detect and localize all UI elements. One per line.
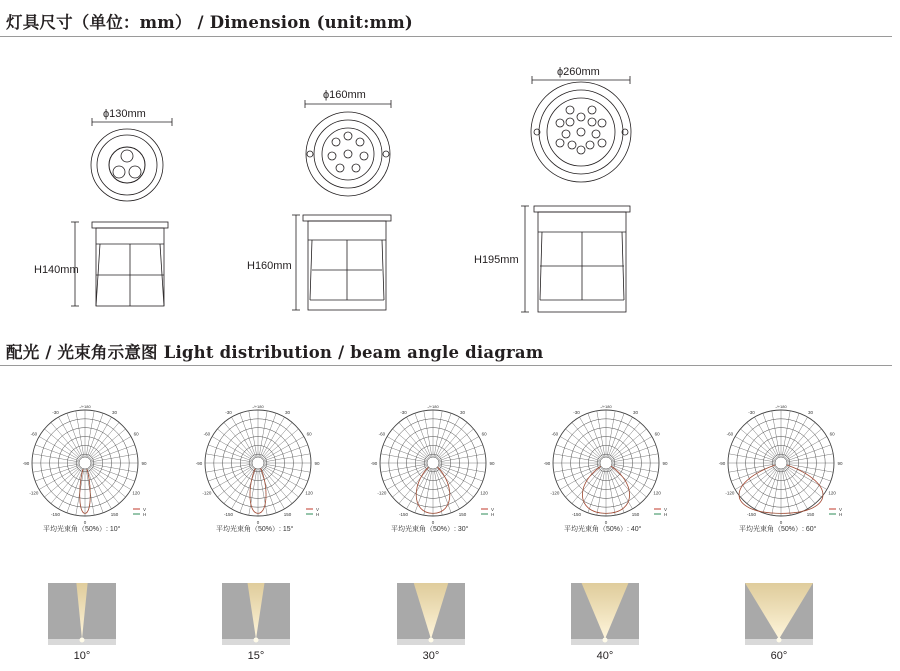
polar-angle-label: -60 [726, 431, 734, 437]
fixture-3-height: H195mm [474, 254, 519, 266]
beam-angle-label: 60° [770, 650, 788, 662]
polar-angle-label: -60 [378, 431, 386, 437]
polar-angle-label: 90 [489, 461, 495, 466]
fixture-1-side-view [71, 222, 168, 306]
polar-angle-label: 90 [314, 461, 320, 466]
polar-center [79, 457, 91, 469]
polar-angle-label: -60 [30, 431, 38, 437]
polar-top-label: -/+180 [600, 404, 612, 409]
polar-angle-label: 90 [141, 461, 147, 466]
fixture-2-diameter: ϕ160mm [323, 89, 366, 101]
polar-angle-label: -150 [223, 512, 234, 518]
polar-angle-label: 60 [829, 431, 835, 437]
fixture-3-top-view [531, 76, 631, 182]
light-section-divider [0, 365, 892, 366]
polar-angle-label: 30 [632, 409, 639, 415]
polar-angle-label: 0 [83, 520, 87, 525]
polar-angle-label: 150 [110, 512, 119, 518]
polar-angle-label: 0 [779, 520, 783, 525]
dimension-section-title: 灯具尺寸（单位：mm） / Dimension (unit:mm) [6, 13, 413, 32]
polar-angle-label: 120 [132, 490, 140, 496]
polar-angle-label: -30 [573, 409, 580, 415]
light-source [777, 638, 782, 643]
polar-center [252, 457, 264, 469]
polar-angle-label: 30 [284, 409, 291, 415]
beam-illustration [745, 583, 813, 645]
polar-angle-label: 120 [828, 490, 836, 496]
polar-angle-label: -90 [22, 461, 30, 466]
polar-angle-label: -120 [377, 490, 387, 496]
polar-diagram [716, 398, 846, 532]
polar-center [775, 457, 787, 469]
polar-angle-label: 60 [481, 431, 487, 437]
fixture-1-height: H140mm [34, 264, 79, 276]
fixture-3-side-view [521, 206, 630, 312]
legend-label-h: H [664, 511, 668, 517]
fixture-1-top-view [91, 118, 172, 201]
beam-angle-label: 15° [247, 650, 265, 662]
polar-angle-label: -30 [52, 409, 59, 415]
beam-illustration [48, 583, 116, 645]
polar-angle-label: 0 [256, 520, 260, 525]
polar-angle-label: -120 [725, 490, 735, 496]
beam-cone [414, 583, 449, 639]
polar-angle-label: -120 [29, 490, 39, 496]
polar-top-label: -/+180 [252, 404, 264, 409]
polar-angle-label: 30 [111, 409, 118, 415]
beam-angle-caption: 平均光束角（50%）: 40° [564, 526, 642, 533]
polar-center [600, 457, 612, 469]
fixture-2-top-view [305, 100, 391, 196]
polar-diagram-svg [20, 398, 150, 528]
polar-angle-label: -60 [551, 431, 559, 437]
legend-label-h: H [491, 511, 495, 517]
light-source [80, 638, 85, 643]
legend-label-h: H [839, 511, 843, 517]
polar-diagram-svg [541, 398, 671, 528]
polar-angle-label: 30 [459, 409, 466, 415]
polar-top-label: -/+180 [79, 404, 91, 409]
polar-angle-label: -150 [746, 512, 757, 518]
light-source [603, 638, 608, 643]
polar-angle-label: 150 [806, 512, 815, 518]
beam-angle-caption: 平均光束角（50%）: 30° [391, 526, 469, 533]
fixture-2-side-view [292, 215, 391, 310]
polar-diagram-svg [193, 398, 323, 528]
beam-angle-label: 10° [73, 650, 91, 662]
polar-diagram [193, 398, 323, 532]
polar-angle-label: -60 [203, 431, 211, 437]
polar-angle-label: 120 [480, 490, 488, 496]
polar-diagram [20, 398, 150, 532]
polar-angle-label: 120 [305, 490, 313, 496]
polar-angle-label: -30 [748, 409, 755, 415]
legend-label-v: V [143, 506, 147, 512]
beam-cone [745, 583, 813, 639]
polar-angle-label: 150 [458, 512, 467, 518]
beam-illustration [571, 583, 639, 645]
fixture-2-height: H160mm [247, 260, 292, 272]
beam-angle-caption: 平均光束角（50%）: 15° [216, 526, 294, 533]
beam-angle-label: 40° [596, 650, 614, 662]
legend-label-v: V [664, 506, 668, 512]
legend-label-v: V [491, 506, 495, 512]
polar-top-label: -/+180 [775, 404, 787, 409]
beam-illustration [222, 583, 290, 645]
beam-cone [248, 583, 265, 639]
beam-angle-caption: 平均光束角（50%）: 10° [43, 526, 121, 533]
fixture-3-diameter: ϕ260mm [557, 66, 600, 78]
polar-angle-label: -120 [550, 490, 560, 496]
light-section-title: 配光 / 光束角示意图 Light distribution / beam angle diagram [6, 343, 544, 362]
polar-angle-label: 0 [604, 520, 608, 525]
polar-angle-label: 150 [631, 512, 640, 518]
beam-angle-caption: 平均光束角（50%）: 60° [739, 526, 817, 533]
beam-illustration [397, 583, 465, 645]
polar-angle-label: 60 [306, 431, 312, 437]
polar-angle-label: -90 [370, 461, 378, 466]
polar-angle-label: -30 [400, 409, 407, 415]
polar-angle-label: -30 [225, 409, 232, 415]
polar-angle-label: -90 [195, 461, 203, 466]
legend-label-v: V [316, 506, 320, 512]
polar-angle-label: -90 [718, 461, 726, 466]
polar-angle-label: 90 [837, 461, 843, 466]
polar-angle-label: -120 [202, 490, 212, 496]
polar-diagram-svg [716, 398, 846, 528]
polar-diagram [541, 398, 671, 532]
polar-angle-label: -150 [571, 512, 582, 518]
light-source [254, 638, 259, 643]
beam-angle-label: 30° [422, 650, 440, 662]
polar-diagram-svg [368, 398, 498, 528]
light-source [429, 638, 434, 643]
legend-label-v: V [839, 506, 843, 512]
beam-cone [582, 583, 629, 639]
polar-angle-label: 120 [653, 490, 661, 496]
legend-label-h: H [316, 511, 320, 517]
polar-angle-label: 60 [133, 431, 139, 437]
polar-angle-label: 60 [654, 431, 660, 437]
polar-angle-label: 30 [807, 409, 814, 415]
polar-angle-label: -90 [543, 461, 551, 466]
polar-center [427, 457, 439, 469]
polar-angle-label: 90 [662, 461, 668, 466]
beam-cone [76, 583, 87, 639]
legend-label-h: H [143, 511, 147, 517]
polar-angle-label: 150 [283, 512, 292, 518]
polar-top-label: -/+180 [427, 404, 439, 409]
polar-angle-label: -150 [50, 512, 61, 518]
polar-angle-label: 0 [431, 520, 435, 525]
fixture-drawings [0, 0, 900, 330]
fixture-1-diameter: ϕ130mm [103, 108, 146, 120]
polar-diagram [368, 398, 498, 532]
polar-angle-label: -150 [398, 512, 409, 518]
